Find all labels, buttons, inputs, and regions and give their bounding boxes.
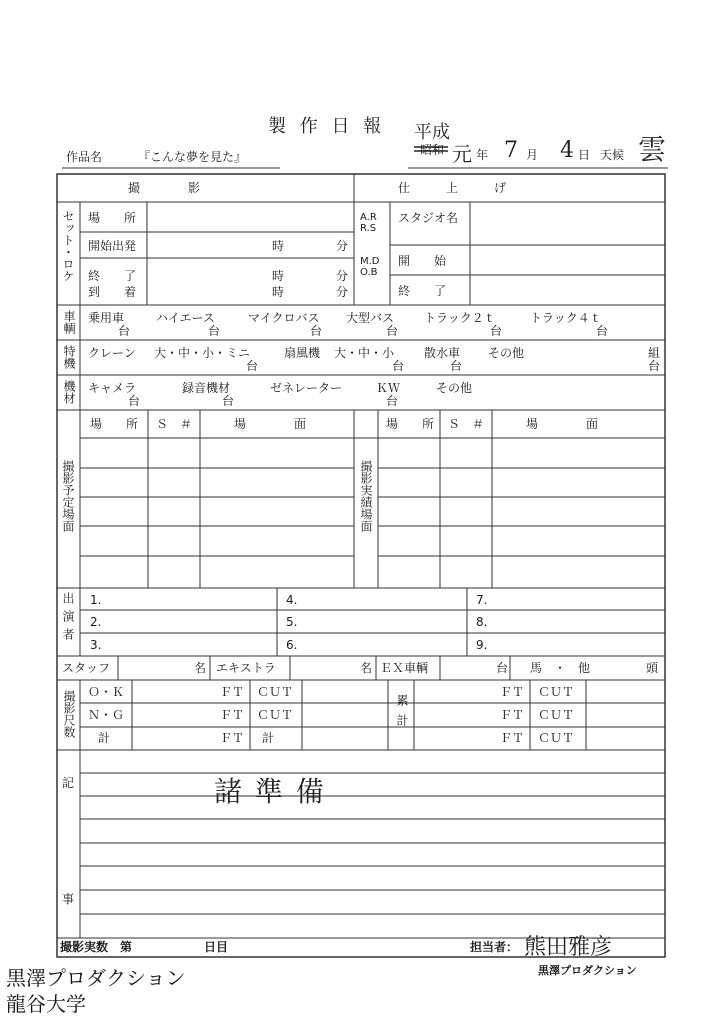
year-value: 元	[452, 142, 472, 166]
ex-vehicle-label: ＥＸ車輌	[380, 661, 429, 675]
fan-label: 扇風機	[284, 346, 321, 360]
vehicle-unit-4: 台	[386, 324, 399, 338]
ok-cut-label: ＣＵＴ	[257, 685, 294, 699]
cum-cut-1: ＣＵＴ	[538, 685, 575, 699]
finish-start-label: 開 始	[398, 254, 447, 268]
finish-end-label: 終 了	[398, 284, 447, 298]
end-label: 終 了	[88, 269, 137, 283]
equipment-other-label: その他	[436, 381, 473, 395]
day-value: 4	[560, 138, 574, 163]
cum-cut-2: ＣＵＴ	[538, 708, 575, 722]
set-loc-side-label: セット・ロケ	[61, 210, 75, 282]
end-minute: 分	[336, 269, 349, 283]
ar-rs-label: A.R R.S	[360, 212, 377, 234]
cast-number-5: 5.	[286, 615, 298, 629]
shooting-header: 撮 影	[128, 181, 201, 195]
work-name-value: 『こんな夢を見た』	[138, 150, 247, 164]
cast-number-1: 1.	[90, 593, 102, 607]
kw-unit: 台	[386, 394, 399, 408]
vehicle-unit-5: 台	[490, 324, 503, 338]
planned-scenes-side-label: 撮影予定場面	[61, 460, 75, 532]
special-side-label: 特機	[62, 345, 76, 369]
vehicle-truck4t: トラック４ｔ	[530, 311, 602, 325]
sound-unit: 台	[222, 394, 235, 408]
cast-number-3: 3.	[90, 638, 102, 652]
day-unit: 日	[578, 148, 591, 162]
place-label: 場 所	[88, 211, 137, 225]
camera-unit: 台	[128, 394, 141, 408]
vehicle-unit-6: 台	[596, 324, 609, 338]
month-value: 7	[504, 138, 518, 163]
start-label: 開始出発	[88, 239, 137, 253]
weather-value: 雲	[638, 133, 667, 166]
end-hour: 時	[272, 269, 285, 283]
actual-place-header: 場 所	[386, 417, 435, 431]
cast-number-8: 8.	[476, 615, 488, 629]
actual-scenes-side-label: 撮影実績場面	[359, 460, 373, 532]
era-handwritten: 平成	[414, 122, 450, 143]
vehicle-sedan: 乗用車	[88, 311, 125, 325]
vehicles-side-label: 車輌	[62, 310, 76, 334]
era-printed: 昭和	[420, 143, 445, 157]
person-name: 熊田雅彦	[524, 935, 613, 960]
vehicle-bus: 大型バス	[346, 311, 395, 325]
fan-unit: 台	[392, 359, 405, 373]
actual-scene-header: 場 面	[526, 417, 599, 431]
total-label: 計	[98, 731, 111, 745]
extra-unit: 名	[360, 661, 373, 675]
notes-label-ki: 記	[62, 776, 75, 790]
finishing-header: 仕 上 げ	[398, 181, 507, 195]
arrival-label: 到 着	[88, 285, 137, 299]
film-side-label: 撮影尺数	[62, 690, 76, 738]
camera-label: キャメラ	[88, 381, 137, 395]
shooting-days-label: 撮影実数 第	[60, 940, 133, 954]
total-cut-label: 計	[262, 731, 275, 745]
vehicle-hiace: ハイエース	[156, 311, 215, 325]
staff-label: スタッフ	[62, 661, 111, 675]
ex-vehicle-unit: 台	[496, 661, 509, 675]
start-minute: 分	[336, 239, 349, 253]
vehicle-truck2t: トラック２ｔ	[424, 311, 496, 325]
cast-number-7: 7.	[476, 593, 488, 607]
vehicle-unit-1: 台	[118, 324, 131, 338]
horse-unit: 頭	[646, 661, 659, 675]
company-stamp: 黒澤プロダクション	[538, 964, 637, 977]
crane-label: クレーン	[88, 346, 136, 360]
sprinkler-label: 散水車	[424, 346, 461, 360]
weather-label: 天候	[600, 148, 625, 162]
watermark-line2: 龍谷大学	[6, 992, 86, 1016]
cum-ft-2: ＦＴ	[500, 708, 525, 722]
arrival-minute: 分	[336, 285, 349, 299]
md-ob-label: M.D O.B	[360, 256, 380, 278]
planned-scene-header: 場 面	[234, 417, 307, 431]
year-unit: 年	[476, 148, 489, 162]
actual-scene-no-header: Ｓ ＃	[448, 417, 485, 431]
ok-ft-label: ＦＴ	[220, 685, 245, 699]
crane-unit: 台	[246, 359, 259, 373]
work-name-label: 作品名	[66, 150, 103, 164]
planned-scene-no-header: Ｓ ＃	[156, 417, 193, 431]
generator-label: ゼネレーター	[270, 381, 343, 395]
shooting-days-unit: 日目	[204, 940, 229, 954]
sound-label: 録音機材	[182, 381, 231, 395]
ng-ft-label: ＦＴ	[220, 708, 245, 722]
arrival-hour: 時	[272, 285, 285, 299]
horse-label: 馬 ・ 他	[530, 661, 591, 675]
ng-label: Ｎ・Ｇ	[88, 708, 125, 722]
sprinkler-unit: 台	[450, 359, 463, 373]
cast-number-6: 6.	[286, 638, 298, 652]
vehicle-unit-2: 台	[208, 324, 221, 338]
special-other-label: その他	[488, 346, 525, 360]
cast-number-9: 9.	[476, 638, 488, 652]
kw-label: ＫＷ	[376, 381, 401, 395]
watermark-line1: 黒澤プロダクション	[6, 966, 186, 990]
cum-cut-3: ＣＵＴ	[538, 731, 575, 745]
vehicle-unit-3: 台	[310, 324, 323, 338]
cast-number-4: 4.	[286, 593, 298, 607]
person-label: 担当者：	[470, 940, 519, 954]
notes-handwritten: 諸 準 備	[214, 775, 326, 808]
cum-ft-1: ＦＴ	[500, 685, 525, 699]
ok-label: Ｏ・Ｋ	[88, 685, 125, 699]
ng-cut-label: ＣＵＴ	[257, 708, 294, 722]
cast-number-2: 2.	[90, 615, 102, 629]
vehicle-microbus: マイクロバス	[248, 311, 320, 325]
start-hour: 時	[272, 239, 285, 253]
total-ft-label: ＦＴ	[220, 731, 245, 745]
month-unit: 月	[526, 148, 539, 162]
cumulative-side-label: 累計	[395, 694, 409, 734]
planned-place-header: 場 所	[90, 417, 139, 431]
crane-sizes: 大・中・小・ミニ	[154, 346, 251, 360]
cum-ft-3: ＦＴ	[500, 731, 525, 745]
studio-label: スタジオ名	[398, 211, 459, 225]
equipment-side-label: 機材	[62, 380, 76, 404]
cast-side-label: 出演者	[61, 592, 75, 646]
extra-label: エキストラ	[216, 661, 276, 675]
form-title: 製 作 日 報	[268, 116, 386, 137]
notes-label-ji: 事	[62, 892, 75, 906]
fan-sizes: 大・中・小	[334, 346, 395, 360]
other-unit: 台	[648, 359, 661, 373]
staff-unit: 名	[194, 661, 207, 675]
group-unit: 組	[648, 346, 661, 360]
